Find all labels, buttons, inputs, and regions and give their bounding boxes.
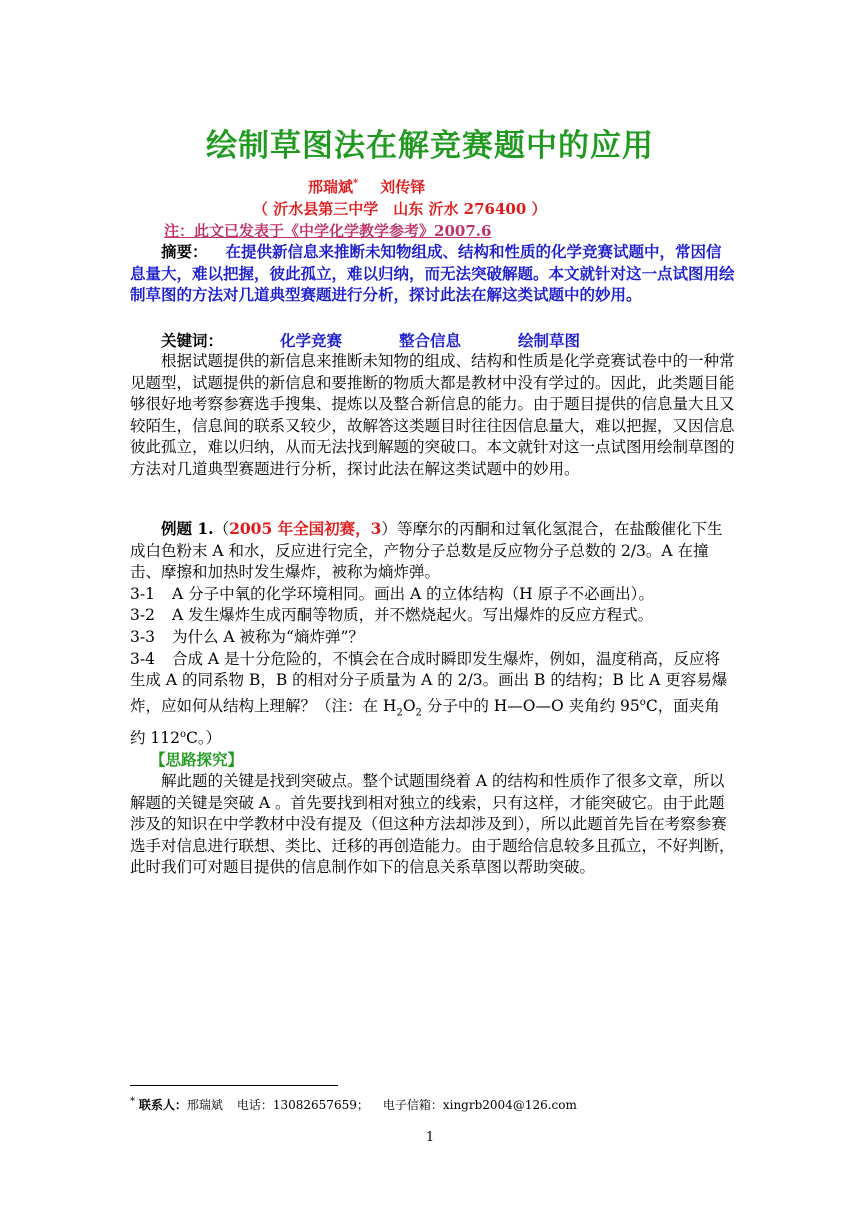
question-3-1: 3-1 A 分子中氧的化学环境相同。画出 A 的立体结构（H 原子不必画出）。	[130, 584, 654, 603]
keyword-2: 整合信息	[399, 331, 462, 350]
page-number: 1	[425, 1130, 435, 1145]
section-label-analysis: 【思路探究】	[150, 750, 244, 770]
article-title: 绘制草图法在解竞赛题中的应用	[206, 128, 654, 164]
footnote-phone: 电话：13082657659；	[236, 1098, 369, 1112]
footnote-name: 邢瑞斌	[186, 1098, 223, 1112]
question-3-3: 3-3 为什么 A 被称为“熵炸弹”？	[130, 627, 364, 646]
question-3-4: 3-4 合成 A 是十分危险的，不慎会在合成时瞬即发生爆炸，例如，温度稍高，反应将生成 A 的同系物 B，B 的相对分子质量为 A 的 2/3。画出 B 的结构；B 比 A 更容易爆炸，应如何从结构上理解？（注：在 $H_2O_2$ 分子中的 H—O—O 夹角约 95$^o$C，面夹角约 112$^o$C。）	[130, 649, 728, 747]
author-2: 刘传铎	[380, 178, 426, 196]
footnote-mark: *	[130, 1096, 135, 1107]
publication-note: 注：此文已发表于《中学化学教学参考》2007.6	[164, 222, 492, 240]
question-3-2: 3-2 A 发生爆炸生成丙酮等物质，并不燃烧起火。写出爆炸的反应方程式。	[130, 606, 654, 625]
author-1: 邢瑞斌	[308, 178, 354, 196]
intro-paragraph: 根据试题提供的新信息来推断未知物的组成、结构和性质是化学竞赛试卷中的一种常见题型，试题提供的新信息和要推断的物质大都是教材中没有学过的。因此，此类题目能够很好地考察参赛选手搜集、提炼以及整合新信息的能力。由于题目提供的信息量大且又较陌生，信息间的联系又较少，故解答这类题目时往往因信息量大，难以把握，又因信息彼此孤立，难以归纳，从而无法找到解题的突破口。本文就针对这一点试图用绘制草图的方法对几道典型赛题进行分析，探讨此法在解这类试题中的妙用。	[130, 352, 735, 478]
keyword-1: 化学竞赛	[280, 331, 343, 350]
footnote	[130, 1096, 577, 1113]
footnote-divider	[130, 1085, 338, 1086]
abstract	[130, 241, 735, 306]
example-text: 等摩尔的丙酮和过氧化氢混合，在盐酸催化下生成白色粉末 A 和水，反应进行完全，产物分子总数是反应物分子总数的 2/3。A 在撞击、摩擦和加热时发生爆炸，被称为熵炸弹。	[130, 520, 723, 582]
keywords	[130, 330, 735, 352]
keyword-3: 绘制草图	[518, 331, 581, 350]
footnote-email: 电子信箱：xingrb2004@126.com	[382, 1098, 577, 1112]
author-1-footnote-mark: *	[353, 178, 359, 189]
footnote-label: 联系人：	[138, 1098, 187, 1112]
example-source: 2005 年全国初赛，3	[229, 519, 382, 538]
example-stem: 例题 1.（2005 年全国初赛，3）等摩尔的丙酮和过氧化氢混合，在盐酸催化下生成白色粉末 A 和水，反应进行完全，产物分子总数是反应物分子总数的 2/3。A 在撞击、摩擦和加热时发生爆炸，被称为熵炸弹。	[130, 519, 723, 582]
abstract-text: 在提供新信息来推断未知物组成、结构和性质的化学竞赛试题中，常因信息量大，难以把握，彼此孤立，难以归纳，而无法突破解题。本文就针对这一点试图用绘制草图的方法对几道典型赛题进行分析，探讨此法在解这类试题中的妙用。	[130, 242, 735, 305]
abstract-label: 摘要：	[161, 242, 208, 261]
author-line	[308, 176, 425, 197]
keywords-label: 关键词：	[161, 331, 224, 350]
affiliation: （ 沂水县第三中学 山东 沂水 276400 ）	[253, 200, 547, 218]
example-label: 例题 1.	[161, 519, 214, 538]
analysis-paragraph: 解此题的关键是找到突破点。整个试题围绕着 A 的结构和性质作了很多文章，所以解题的关键是突破 A 。首先要找到相对独立的线索，只有这样，才能突破它。由于此题涉及的知识在中学教材中没有提及（但这种方法却涉及到），所以此题首先旨在考察参赛选手对信息进行联想、类比、迁移的再创造能力。由于题给信息较多且孤立，不好判断，此时我们可对题目提供的信息制作如下的信息关系草图以帮助突破。	[130, 771, 735, 877]
example-1	[130, 518, 735, 879]
